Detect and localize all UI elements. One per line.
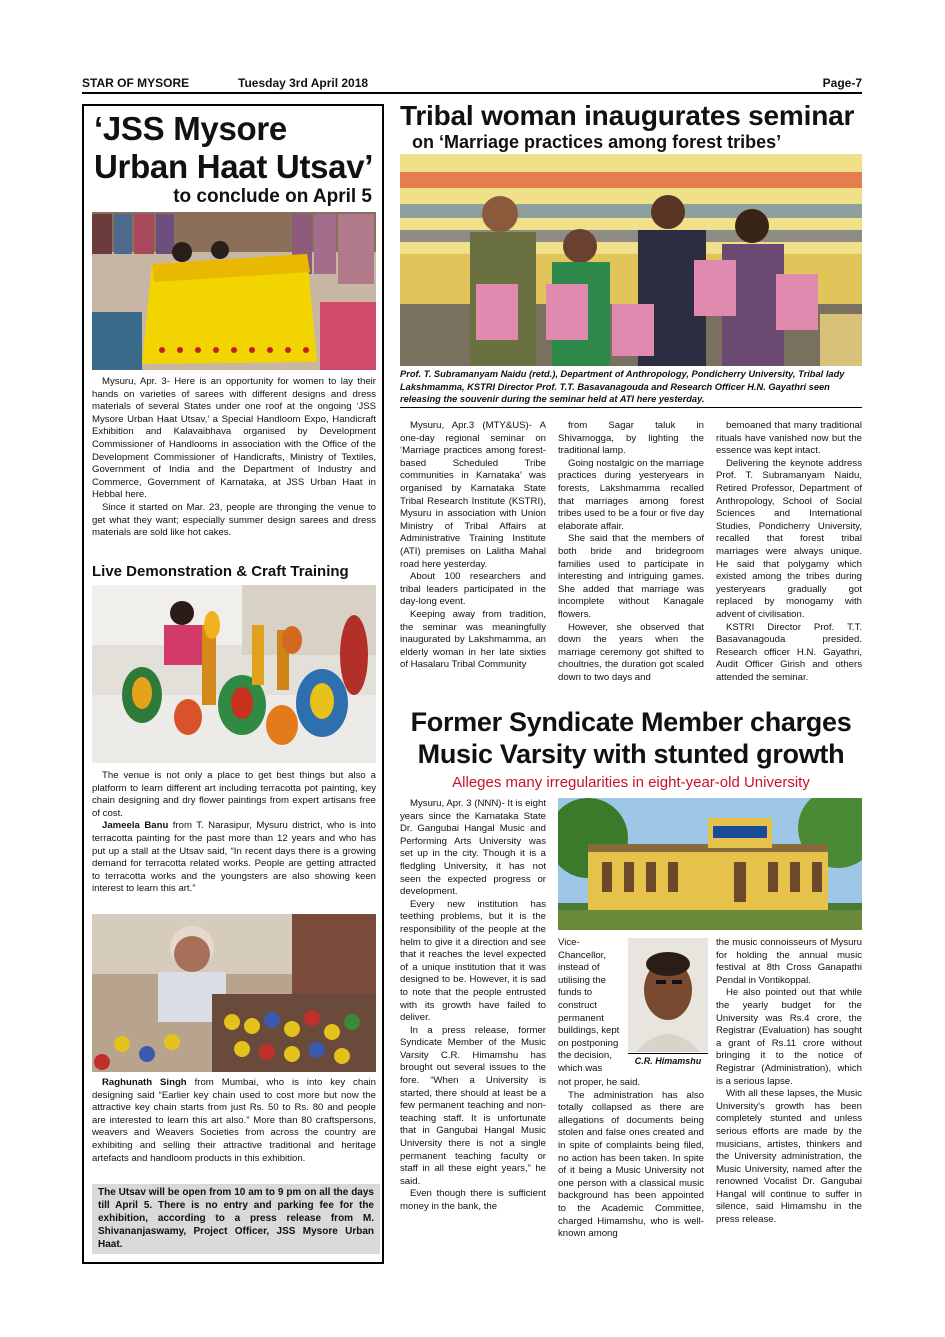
key-chain-text: Raghunath Singh from Mumbai, who is into key chain designing said “Earlier key chain used to cost more but now the attractive key chain starts from just Rs. 50 to Rs. 80 and people are interested to learn this art also.” More than 80 craftspersons, weavers and Weavers Societies from across the country are exhibiting and selling their attractive traditional and heritage artefacts and handloom products in this exhibition. [92, 1077, 376, 1164]
issue-date: Tuesday 3rd April 2018 [238, 76, 369, 90]
seminar-release-photo [400, 154, 862, 366]
tribal-column-2: from Sagar taluk in Shivamogga, by lighting the traditional lamp. Going nostalgic on the marriage practices during yesteryears in forests, Lakshmamma recalled that marriages among forest tribes used to be a four or five day elaborate affair. She said that the members of both bride and bridegroom families used to participate in interesting and intriguing games. She added that marriage was incomplete without Kanagale flowers. However, she observed that down the years when the marriage ceremony got shifted to choultries, the duration got scaled down to two days and [558, 420, 704, 683]
urban-haat-intro: Mysuru, Apr. 3- Here is an opportunity for women to lay their hands on varieties of sarees with different designs and dress materials of several States under one roof at the ongoing ‘JSS Mysore Urban Haat Utsav,’ a Special Handloom Expo, Handicraft Exhibition and Kalavaibhava organised by Development Commissioner of Handlooms in association with the Office of the Development Commissioner of Handicrafts, Ministry of Textiles, Government of India and the Department of Industry and Commerce, Government of Karnataka, at JSS Urban Haat in Hebbal here. Since it started on Mar. 23, people are thronging the venue to get what they want; especially summer design sarees and dress materials are sold like hot cakes. [92, 376, 376, 539]
music-varsity-subheadline: Alleges many irregularities in eight-year-old University [452, 774, 810, 791]
key-chain-artisan-photo [92, 914, 376, 1072]
himamshu-caption: C.R. Himamshu [628, 1053, 708, 1066]
page-header [82, 74, 862, 94]
page-number: Page-7 [822, 76, 862, 90]
music-university-building-photo [558, 798, 862, 930]
tribal-column-1: Mysuru, Apr.3 (MTY&US)- A one-day regional seminar on ‘Marriage practices among forest-based Scheduled Tribe communities in Karnataka’ was organised by Karnataka State Tribal Research Institute (KSTRI), Mysuru in association with Union Ministry of Tribal Affairs at Administrative Training Institute (ATI) premises on Lalitha Mahal road here yesterday. About 100 researchers and tribal leaders participated in the day-long event. Keeping away from tradition, the seminar was meaningfully inaugurated by Lakshmamma, an elderly woman in her late sixties of Hasalaru Tribal Community [400, 420, 546, 671]
music-column-3: the music connoisseurs of Mysuru for holding the annual music festival at 8th Cross Ganapathi Pendal in Vontikoppal. He also pointed out that while the yearly budget for the University was Rs.4 crore, the Registrar (Evaluation) has sought a grant of Rs.11 crore without bringing it to the notice of Registrar (Administration), which is a serious lapse. With all these lapses, the Music University's growth has been completely stunted and unless serious efforts are made by the musicians, artistes, thinkers and the University administration, the Music University, named after the renowned Vocalist Dr. Gangubai Hangal will continue to suffer in silence, said Himamshu in the press release. [716, 937, 862, 1226]
music-column-1: Mysuru, Apr. 3 (NNN)- It is eight years since the Karnataka State Dr. Gangubai Hangal Music and Performing Arts University was set up in the city. Though it is a fledgling University, it has not seen the expected progress or development. Every new institution has teething problems, but it is the responsibility of the people at the helm to give it a direction and see that it reaches the level expected of a unique institution that it was designed to be. However, it is sad to note that the people entrusted with its growth have failed to deliver. In a press release, former Syndicate Member of the Music Varsity C.R. Himamshu has brought out several issues to the fore. “When a University is started, there should at least be a few permanent teaching and non-teaching staff. It is unfortunate that in Gangubai Hangal Music University there is not a single permanent teaching faculty or staff in all these eight years,” he said. Even though there is sufficient money in the bank, the [400, 798, 546, 1212]
utsav-timing-note: The Utsav will be open from 10 am to 9 pm on all the days till April 5. There is no entry and parking fee for the exhibition, according to a press release from M. Shivananjaswamy, Project Officer, JSS Mysore Urban Haat. [92, 1184, 380, 1254]
tribal-seminar-subheadline: on ‘Marriage practices among forest tribes’ [412, 132, 782, 152]
terracotta-photo [92, 585, 376, 763]
saree-stall-photo [92, 212, 376, 370]
urban-haat-subheadline: to conclude on April 5 [173, 186, 372, 207]
urban-haat-headline: ‘JSS Mysore Urban Haat Utsav’ [94, 110, 374, 185]
seminar-photo-caption: Prof. T. Subramanyam Naidu (retd.), Department of Anthropology, Pondicherry University, Tribal lady Lakshmamma, KSTRI Director Prof. T.T. Basavanagouda and Research Officer H.N. Gayathri seen releasing the souvenir during the seminar held at ATI here yesterday. [400, 368, 862, 408]
music-column-2: not proper, he said. The administration has also totally collapsed as there are allegations of documents being stolen and false ones created and in spite of complaints being filed, no action has been taken. In spite of it being a Music University not one person with a classical music background has been appointed to the Academic Committee, charged Himamshu, who is well-known among [558, 1077, 704, 1240]
himamshu-portrait [628, 938, 708, 1052]
terracotta-text: The venue is not only a place to get best things but also a platform to learn different art including terracotta pot painting, key chain designing and dry flower paintings from expert artisans free of cost. Jameela Banu from T. Narasipur, Mysuru district, who is into terracotta painting for the past more than 12 years and who has put up a stall at the Utsav said, “In recent days there is a growing demand for terracotta related works. People are getting attracted to terracotta works and the youngsters are also showing keen interest to learn this art.” [92, 770, 377, 895]
music-varsity-headline: Former Syndicate Member charges Music Varsity with stunted growth [410, 707, 852, 769]
newspaper-name: STAR OF MYSORE [82, 76, 190, 90]
music-column-2-wrap: Vice-Chancellor, instead of utilising the funds to construct permanent buildings, kept on postponing the decision, which was [558, 937, 620, 1074]
tribal-column-3: bemoaned that many traditional rituals have vanished now but the essence was kept intact. Delivering the keynote address Prof. T. Subramanyam Naidu, Retired Professor, Department of Anthropology, School of Social Sciences and International Studies, Pondicherry University, recalled that forest tribal marriages were always unique. He said that polygamy which existed among the tribes during yesteryears gradually got replaced by monogamy with advent of civilisation. KSTRI Director Prof. T.T. Basavanagouda presided. Research officer H.N. Gayathri, Audit Officer Girish and others attended the seminar. [716, 420, 862, 683]
tribal-seminar-headline: Tribal woman inaugurates seminar [400, 100, 855, 131]
live-demo-section-heading: Live Demonstration & Craft Training [92, 563, 349, 580]
